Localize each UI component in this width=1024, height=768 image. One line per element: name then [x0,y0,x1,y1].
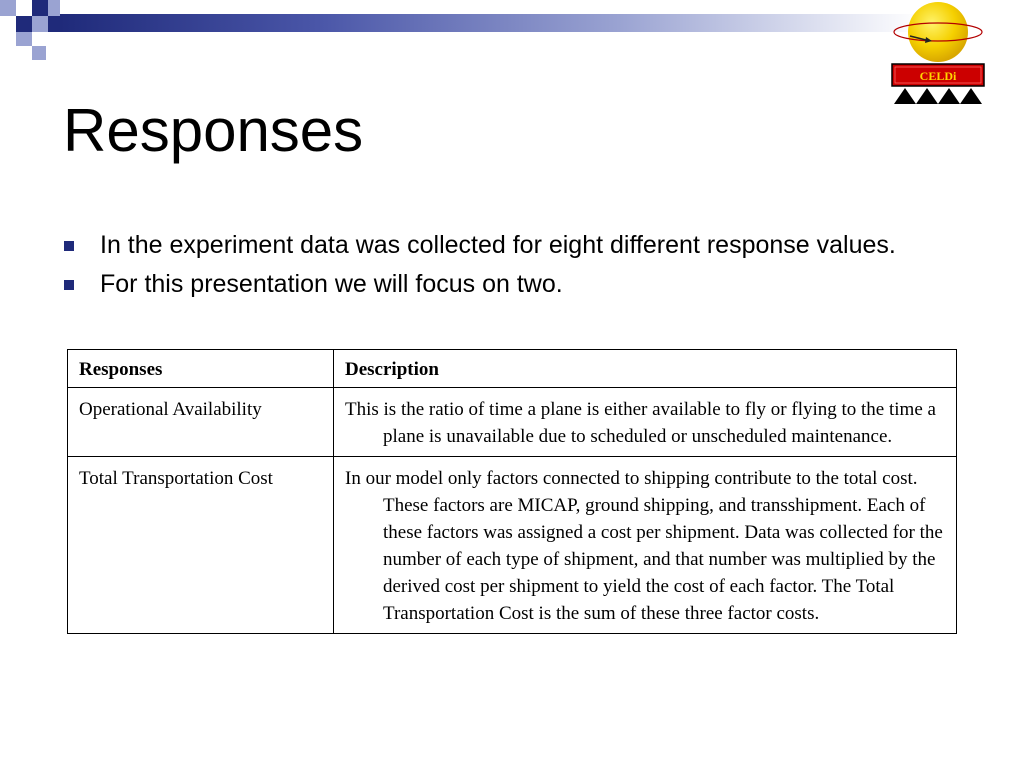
decor-square-10 [32,32,48,46]
table-row [68,457,957,634]
description-cell [334,388,957,457]
description-text: In our model only factors connected to shipping contribute to the total cost. These factors are MICAP, ground shipping, and transshipment. Each of these factors was assigned a cost per shipment. Data was collected for the number of each type of shipment, and that number was multiplied by the derived cost per shipment to yield the cost of each factor. The Total Transportation Cost is the sum of these three factor costs. [345,468,943,624]
globe-icon [894,2,982,62]
decor-square-1 [0,0,16,16]
logo-text: CELDi [919,69,957,83]
table-header-row [68,350,957,388]
decor-square-11 [32,46,46,60]
bullet-text: In the experiment data was collected for eight different response values. [100,231,896,259]
responses-table [67,349,957,634]
description-cell [334,457,957,634]
square-bullet-icon [64,280,74,290]
response-cell: Operational Availability [68,388,334,457]
decor-square-8 [48,16,60,32]
decor-square-7 [32,16,48,32]
slide-title: Responses [63,97,364,164]
bullet-list [60,228,940,306]
header-gradient-bar [60,14,920,32]
celdi-logo [888,2,988,106]
bullet-item [60,267,940,301]
decor-square-6 [16,16,32,32]
decor-square-5 [0,16,16,32]
decor-square-3 [32,0,48,16]
description-text: This is the ratio of time a plane is either available to fly or flying to the time a plane is unavailable due to scheduled or unscheduled maintenance. [345,399,936,447]
logo-triangles [894,88,982,104]
decor-square-9 [16,32,32,46]
square-bullet-icon [64,241,74,251]
decor-square-2 [16,0,32,16]
table-row [68,388,957,457]
decor-square-4 [48,0,60,16]
response-cell: Total Transportation Cost [68,457,334,634]
header-responses: Responses [68,350,334,388]
bullet-text: For this presentation we will focus on two. [100,270,563,298]
header-description: Description [334,350,957,388]
bullet-item [60,228,940,262]
